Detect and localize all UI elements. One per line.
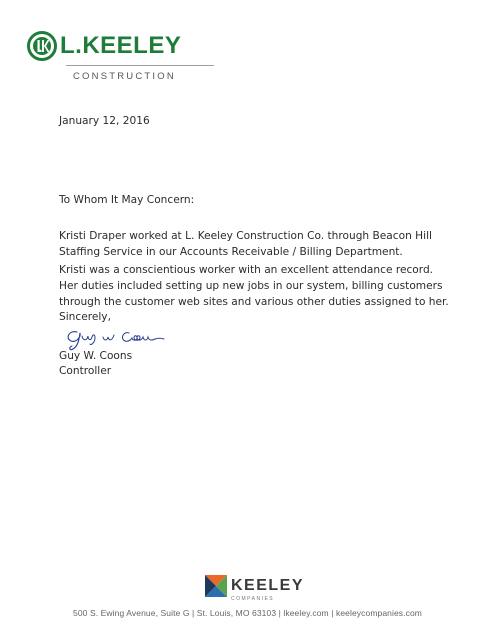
- letter-paragraph-1: Kristi Draper worked at L. Keeley Construction Co. through Beacon Hill Staffing Service in our Accounts Receivable / Billing Department.: [59, 230, 432, 258]
- letter-closing: Sincerely,: [59, 311, 111, 323]
- letter-paragraph-2: Kristi was a conscientious worker with an excellent attendance record. Her duties included setting up new jobs in our system, billing customers through the customer web sites and various other duties assigned to her.: [59, 264, 449, 308]
- footer-wordmark: KEELEY: [231, 577, 305, 594]
- logo-divider: [66, 65, 214, 66]
- signer-title: Controller: [59, 365, 112, 377]
- signer-name: Guy W. Coons: [59, 350, 133, 362]
- footer-logo: [205, 575, 304, 597]
- footer-address: 500 S. Ewing Avenue, Suite G | St. Louis, MO 63103 | lkeeley.com | keeleycompanies.com: [73, 608, 422, 618]
- letter-salutation: To Whom It May Concern:: [59, 194, 195, 206]
- footer-logo-subtext: COMPANIES: [231, 596, 275, 602]
- company-logo: [27, 31, 187, 82]
- lk-emblem-icon: [27, 31, 57, 61]
- letter-date: January 12, 2016: [59, 115, 150, 127]
- keeley-companies-emblem-icon: [205, 575, 227, 597]
- logo-subtext: CONSTRUCTION: [73, 71, 176, 82]
- logo-wordmark: L.KEELEY: [60, 32, 182, 59]
